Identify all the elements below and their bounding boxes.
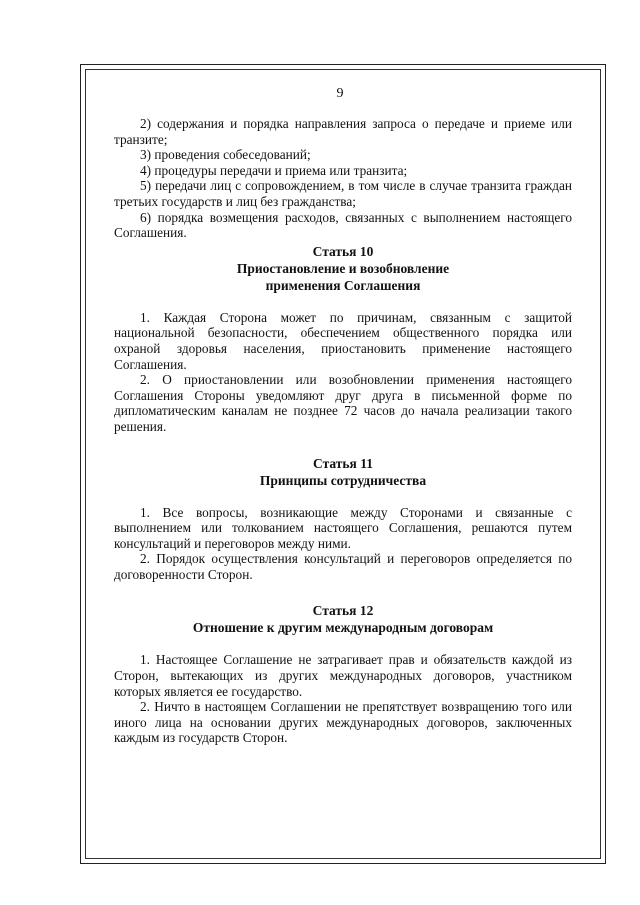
list-item: 6) порядка возмещения расходов, связанных с выполнением настоящего Соглашения. bbox=[114, 209, 572, 241]
page-number: 9 bbox=[336, 86, 344, 101]
article-12-paragraph: 2. Ничто в настоящем Соглашении не препятствует возвращению того или иного лица на основании других международных договоров, заключенных каждым из государств Сторон. bbox=[114, 699, 572, 746]
list-item: 2) содержания и порядка направления запроса о передаче и приеме или транзите; bbox=[114, 116, 572, 147]
article-12-paragraph: 1. Настоящее Соглашение не затрагивает прав и обязательств каждой из Сторон, вытекающих из других международных договоров, участником которых является ее государство. bbox=[114, 652, 572, 699]
article-12-number: Статья 12 bbox=[312, 603, 374, 619]
article-10-paragraph: 1. Каждая Сторона может по причинам, связанным с защитой национальной безопасности, обеспечением общественного порядка или охраной здоровья населения, приостановить применение настоящего Соглашения. bbox=[114, 309, 572, 372]
article-10-title-line2: применения Соглашения bbox=[265, 277, 421, 293]
article-12-title: Отношение к другим международным договорам bbox=[192, 620, 494, 636]
list-item: 5) передачи лиц с сопровождением, в том числе в случае транзита граждан третьих государств и лиц без гражданства; bbox=[114, 178, 572, 209]
list-item: 3) проведения собеседований; bbox=[140, 147, 311, 163]
article-11-paragraph: 2. Порядок осуществления консультаций и переговоров определяется по договоренности Сторон. bbox=[114, 551, 572, 582]
article-10-title-line1: Приостановление и возобновление bbox=[236, 260, 450, 276]
article-11-title: Принципы сотрудничества bbox=[259, 472, 427, 488]
document-body bbox=[114, 116, 572, 746]
article-11-paragraph: 1. Все вопросы, возникающие между Сторонами и связанные с выполнением или толкованием настоящего Соглашения, решаются путем консультаций и переговоров между ними. bbox=[114, 504, 572, 551]
article-10-number: Статья 10 bbox=[312, 243, 374, 259]
article-11-number: Статья 11 bbox=[313, 455, 373, 471]
list-item: 4) процедуры передачи и приема или транзита; bbox=[140, 162, 408, 178]
article-10-paragraph: 2. О приостановлении или возобновлении применения настоящего Соглашения Стороны уведомляют друг друга в письменной форме по дипломатическим каналам не позднее 72 часов до начала реализации такого решения. bbox=[114, 372, 572, 434]
